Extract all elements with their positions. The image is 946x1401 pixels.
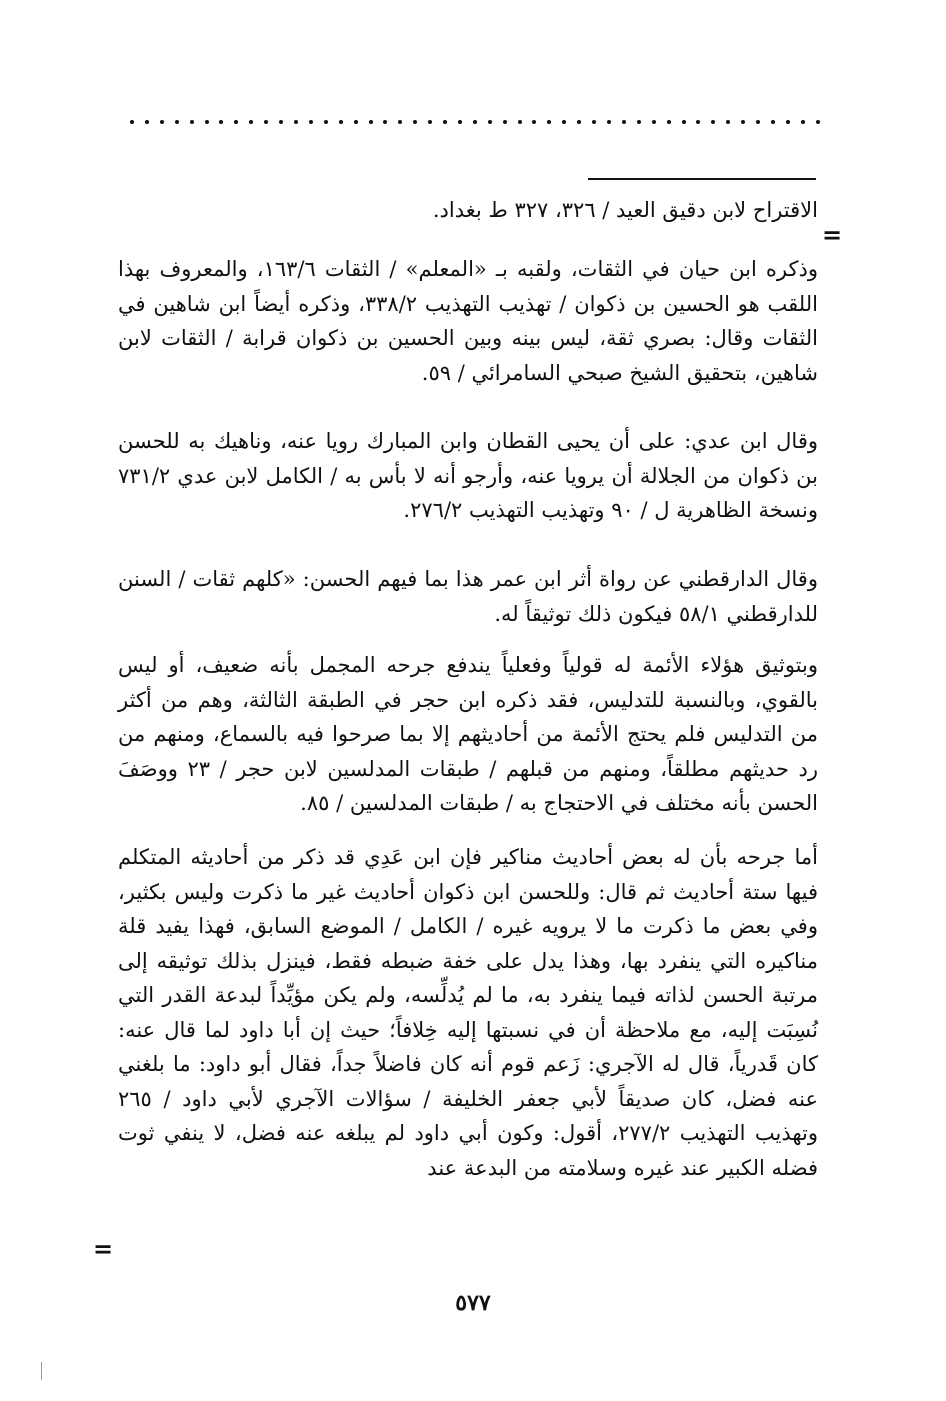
separator-dot <box>503 120 507 124</box>
separator-dot <box>234 120 238 124</box>
separator-dot <box>413 120 417 124</box>
separator-dot <box>488 120 492 124</box>
separator-dot <box>667 120 671 124</box>
separator-dot <box>354 120 358 124</box>
footnote-line: الاقتراح لابن دقيق العيد / ٣٢٦، ٣٢٧ ط بغداد. <box>432 198 818 222</box>
paragraph-daraqutni: وقال الدارقطني عن رواة أثر ابن عمر هذا بما فيهم الحسن: «كلهم ثقات / السنن للدارقطني ٥٨/١ فيكون ذلك توثيقاً له. <box>118 567 818 626</box>
separator-dot <box>279 120 283 124</box>
separator-dot <box>130 120 134 124</box>
separator-dot <box>577 120 581 124</box>
separator-dot <box>682 120 686 124</box>
separator-dot <box>145 120 149 124</box>
separator-dot <box>443 120 447 124</box>
separator-dot <box>473 120 477 124</box>
separator-dot <box>383 120 387 124</box>
continuation-mark-bottom: = <box>93 1234 114 1263</box>
paragraph-tawthiq: وبتوثيق هؤلاء الأئمة له قولياً وفعلياً يندفع جرحه المجمل بأنه ضعيف، أو ليس بالقوي، وبالنسبة للتدليس، فقد ذكره ابن حجر في الطبقة الثالثة، وهم من أكثر من التدليس فلم يحتج الأئمة من أحاديثهم إلا بما صرحوا فيه بالسماع، ومنهم من رد حديثهم مطلقاً، ومنهم من قبلهم / طبقات المدلسين لابن حجر / ٢٣ ووصَفَ الحسن بأنه مختلف في الاحتجاج به / طبقات المدلسين / ٨٥. <box>118 653 819 815</box>
separator-dot <box>219 120 223 124</box>
separator-dot <box>428 120 432 124</box>
paragraph-ibn-hibban: وذكره ابن حيان في الثقات، ولقبه بـ «المعلم» / الثقات ١٦٣/٦، والمعروف بهذا اللقب هو الحسين بن ذكوان / تهذيب التهذيب ٣٣٨/٢، وذكره أيضاً ابن شاهين في الثقات وقال: بصري ثقة، ليس بينه وبين الحسين بن ذكوان قرابة / الثقات لابن شاهين، بتحقيق الشيخ صبحي السامرائي / ٥٩. <box>118 257 819 385</box>
separator-dot <box>309 120 313 124</box>
footnote-rule <box>588 178 816 180</box>
separator-dot <box>160 120 164 124</box>
dotted-separator <box>130 110 820 134</box>
separator-dot <box>175 120 179 124</box>
separator-dot <box>637 120 641 124</box>
paragraph-ibn-adi: وقال ابن عدي: على أن يحيى القطان وابن المبارك رويا عنه، وناهيك به للحسن بن ذكوان من الجلالة أن يرويا عنه، وأرجو أنه لا بأس به / الكامل لابن عدي ٧٣١/٢ ونسخة الظاهرية ل / ٩٠ وتهذيب التهذيب ٢٧٦/٢. <box>118 429 818 522</box>
separator-dot <box>786 120 790 124</box>
separator-dot <box>711 120 715 124</box>
separator-dot <box>741 120 745 124</box>
separator-dot <box>190 120 194 124</box>
paragraph-jarh: أما جرحه بأن له بعض أحاديث مناكير فإن ابن عَدِي قد ذكر من أحاديثه المتكلم فيها ستة أحاديث ثم قال: وللحسن ابن ذكوان أحاديث غير ما ذكرت وليس بكثير، وفي بعض ما ذكرت ما لا يرويه غيره / الكامل / الموضع السابق، فهذا يفيد قلة مناكيره التي ينفرد بها، وهذا يدل على خفة ضبطه فقط، فينزل بذلك توثيقه إلى مرتبة الحسن لذاته فيما ينفرد به، ما لم يُدلِّسه، ولم يكن مؤيِّداً لبدعة القدر التي نُسِبَت إليه، مع ملاحظة أن في نسبتها إليه خِلافاً؛ حيث إن أبا داود لما قال عنه: كان قَدرياً، قال له الآجري: زَعم قوم أنه كان فاضلاً جداً، فقال أبو داود: ما بلغني عنه فضل، كان صديقاً لأبي جعفر الخليفة / سؤالات الآجري لأبي داود / ٢٦٥ وتهذيب التهذيب ٢٧٧/٢، أقول: وكون أبي داود لم يبلغه عنه فضل، لا ينفي ثوت فضله الكبير عند غيره وسلامته من البدعة عند <box>118 845 819 1180</box>
margin-tick <box>41 1362 42 1380</box>
separator-dot <box>339 120 343 124</box>
separator-dot <box>801 120 805 124</box>
separator-dot <box>518 120 522 124</box>
separator-dot <box>324 120 328 124</box>
separator-dot <box>205 120 209 124</box>
separator-dot <box>771 120 775 124</box>
separator-dot <box>532 120 536 124</box>
separator-dot <box>294 120 298 124</box>
separator-dot <box>249 120 253 124</box>
separator-dot <box>756 120 760 124</box>
separator-dot <box>398 120 402 124</box>
separator-dot <box>369 120 373 124</box>
separator-dot <box>458 120 462 124</box>
continuation-mark-top: = <box>822 220 843 249</box>
separator-dot <box>622 120 626 124</box>
separator-dot <box>607 120 611 124</box>
separator-dot <box>816 120 820 124</box>
separator-dot <box>264 120 268 124</box>
separator-dot <box>696 120 700 124</box>
separator-dot <box>547 120 551 124</box>
separator-dot <box>592 120 596 124</box>
page-number: ٥٧٧ <box>455 1290 491 1316</box>
separator-dot <box>562 120 566 124</box>
separator-dot <box>652 120 656 124</box>
separator-dot <box>726 120 730 124</box>
